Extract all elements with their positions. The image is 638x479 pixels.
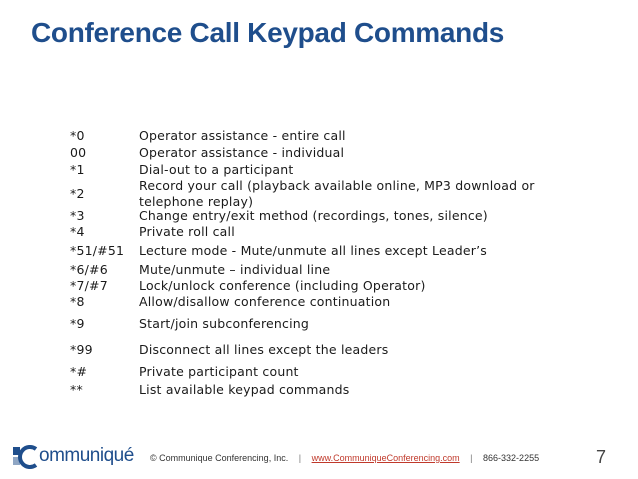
command-description: Change entry/exit method (recordings, tones, silence) — [139, 208, 488, 223]
command-code: *6/#6 — [70, 262, 108, 277]
phone-number: 866-332-2255 — [483, 453, 540, 463]
footer-separator: | — [298, 453, 302, 463]
command-code: 00 — [70, 145, 87, 160]
command-code: *3 — [70, 208, 85, 223]
footer — [150, 453, 539, 463]
command-description: Operator assistance - individual — [139, 145, 345, 160]
command-description: Private roll call — [139, 224, 235, 239]
command-code: *9 — [70, 316, 85, 331]
command-description: List available keypad commands — [139, 382, 350, 397]
command-code: *8 — [70, 294, 85, 309]
website-link[interactable]: www.CommuniqueConferencing.com — [311, 453, 460, 463]
command-code: *# — [70, 364, 88, 379]
copyright-text: © Communique Conferencing, Inc. — [150, 453, 289, 463]
command-description: Record your call (playback available online, MP3 download or telephone replay) — [139, 178, 535, 209]
command-code: *1 — [70, 162, 85, 177]
command-code: *4 — [70, 224, 85, 239]
communique-logo-icon — [12, 444, 40, 470]
command-description: Lock/unlock conference (including Operator) — [139, 278, 426, 293]
command-code: *0 — [70, 128, 85, 143]
command-description: Dial-out to a participant — [139, 162, 294, 177]
command-code: *7/#7 — [70, 278, 108, 293]
command-code: *99 — [70, 342, 93, 357]
command-description: Start/join subconferencing — [139, 316, 310, 331]
page-title: Conference Call Keypad Commands — [31, 17, 505, 48]
command-code: *2 — [70, 186, 85, 201]
command-code: *51/#51 — [70, 243, 125, 258]
command-code: ** — [70, 382, 83, 397]
command-description: Lecture mode - Mute/unmute all lines except Leader’s — [139, 243, 487, 258]
command-description: Disconnect all lines except the leaders — [139, 342, 389, 357]
command-description: Operator assistance - entire call — [139, 128, 346, 143]
footer-separator: | — [470, 453, 473, 463]
command-description: Private participant count — [139, 364, 299, 379]
page-number: 7 — [596, 447, 607, 467]
communique-logo — [12, 444, 132, 470]
command-description: Allow/disallow conference continuation — [139, 294, 391, 309]
logo-text: ommuniqué — [39, 445, 134, 466]
command-description: Mute/unmute – individual line — [139, 262, 331, 277]
